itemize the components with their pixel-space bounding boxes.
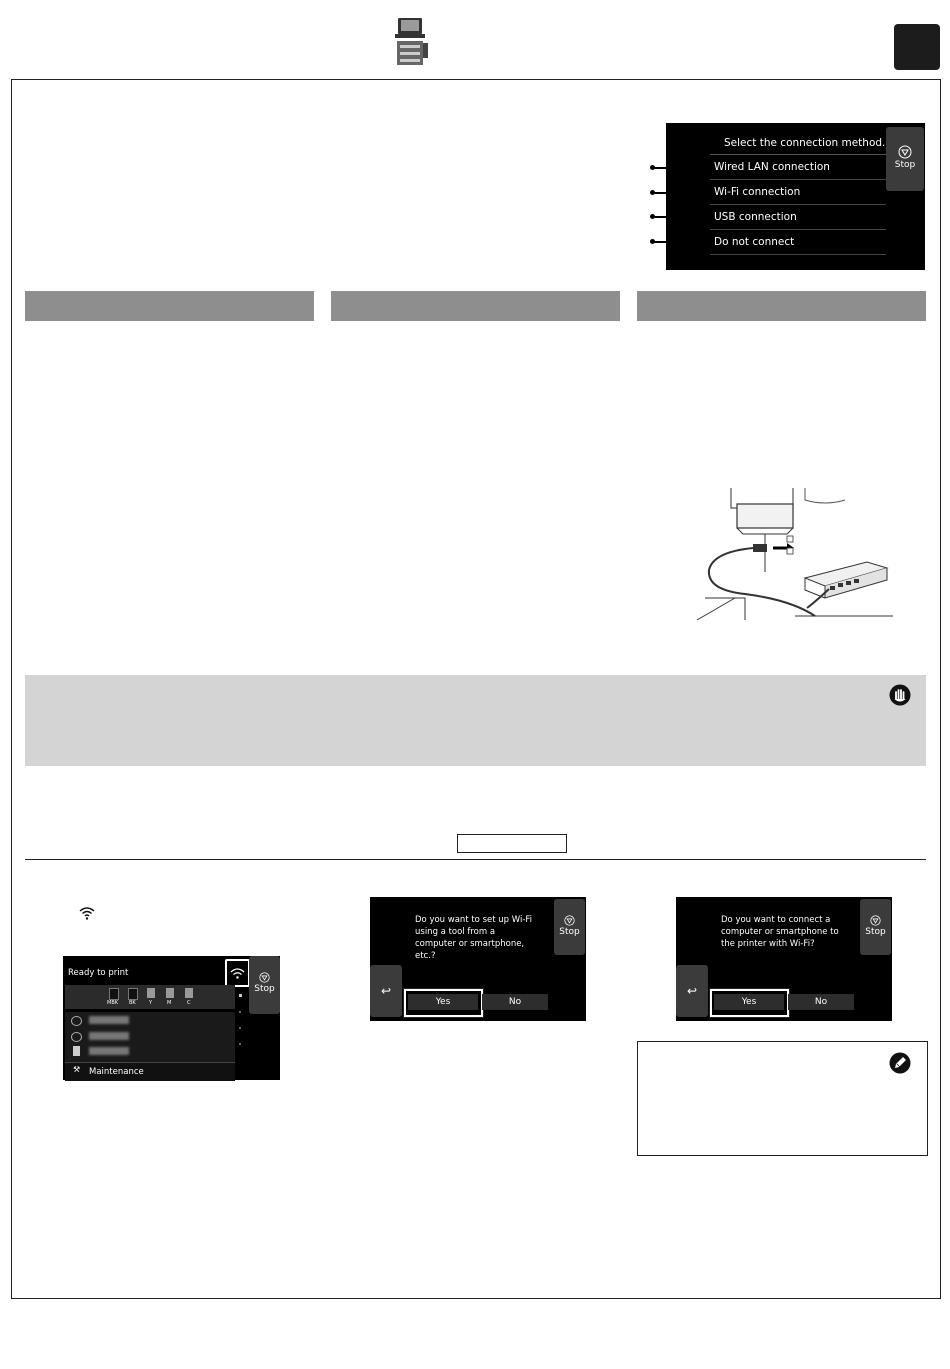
stop-icon <box>870 915 881 926</box>
no-button[interactable]: No <box>788 994 854 1010</box>
ink-label-c: C <box>187 1000 191 1006</box>
connection-panel-title: Select the connection method. <box>724 137 886 149</box>
notice-box <box>25 675 926 766</box>
maintenance-item[interactable] <box>65 1062 235 1081</box>
caution-hand-icon <box>889 684 911 706</box>
lan-cable-illustration <box>695 486 895 622</box>
option-usb[interactable]: USB connection <box>710 205 886 230</box>
ink-level-area <box>65 985 235 1009</box>
ink-label-bk: BK <box>129 1000 136 1006</box>
stop-button[interactable] <box>860 899 891 955</box>
stop-label: Stop <box>559 927 580 937</box>
leader-line-wifi <box>652 192 708 194</box>
section-tab-marker <box>894 24 940 70</box>
back-icon: ↩ <box>686 984 698 998</box>
section-divider <box>25 859 926 860</box>
stop-label: Stop <box>865 927 886 937</box>
roll-paper-icon <box>71 1016 82 1026</box>
ink-label-y: Y <box>149 1000 153 1006</box>
option-wired-lan[interactable]: Wired LAN connection <box>710 155 886 180</box>
note-box <box>637 1041 928 1156</box>
yes-button[interactable]: Yes <box>714 994 784 1010</box>
ink-m <box>166 988 174 998</box>
back-button[interactable] <box>676 965 708 1017</box>
stop-icon <box>259 972 270 983</box>
status-text: Ready to print <box>68 968 129 978</box>
computer-printer-icon <box>393 17 429 67</box>
scroll-indicator[interactable] <box>239 990 243 1072</box>
connection-method-panel <box>666 123 925 270</box>
label-box <box>457 834 567 853</box>
ink-label-mbk: MBK <box>107 1000 119 1006</box>
home-screen-panel <box>63 956 280 1080</box>
wifi-tool-dialog <box>370 897 586 1021</box>
back-icon: ↩ <box>380 984 392 998</box>
roll-paper-icon <box>71 1032 82 1042</box>
wifi-status-icon <box>227 961 248 985</box>
stop-button[interactable] <box>886 127 924 191</box>
yes-button[interactable]: Yes <box>408 994 478 1010</box>
ink-y <box>147 988 155 998</box>
leader-line-usb <box>652 216 708 218</box>
stop-icon <box>564 915 575 926</box>
section-header-3 <box>637 291 926 321</box>
ink-bk <box>128 988 138 1000</box>
ink-label-m: M <box>167 1000 172 1006</box>
no-button[interactable]: No <box>482 994 548 1010</box>
paper-list <box>65 1012 235 1062</box>
maintenance-label: Maintenance <box>89 1067 144 1077</box>
wifi-connect-dialog <box>676 897 892 1021</box>
section-header-2 <box>331 291 620 321</box>
leader-line-wired <box>652 167 708 169</box>
ink-mbk <box>109 988 119 1000</box>
section-header-1 <box>25 291 314 321</box>
stop-button[interactable] <box>249 956 280 1014</box>
maintenance-icon: ⚒ <box>73 1065 81 1074</box>
stop-label: Stop <box>254 984 275 994</box>
option-wifi[interactable]: Wi-Fi connection <box>710 180 886 205</box>
stop-button[interactable] <box>554 899 585 955</box>
wifi-status-button[interactable] <box>225 959 250 987</box>
wifi-icon <box>79 906 95 920</box>
paper-name-blurred <box>89 1016 129 1024</box>
paper-name-blurred <box>89 1047 129 1055</box>
dialog-question: Do you want to connect a computer or smartphone to the printer with Wi-Fi? <box>721 915 839 949</box>
dialog-question: Do you want to set up Wi-Fi using a tool from a computer or smartphone, etc.? <box>415 915 533 961</box>
ink-c <box>185 988 193 998</box>
paper-name-blurred <box>89 1032 129 1040</box>
stop-icon <box>898 145 912 159</box>
leader-line-none <box>652 241 708 243</box>
back-button[interactable] <box>370 965 402 1017</box>
option-do-not-connect[interactable]: Do not connect <box>710 230 886 255</box>
note-pencil-icon <box>889 1052 911 1074</box>
sheet-paper-icon <box>73 1046 80 1056</box>
stop-label: Stop <box>894 160 916 170</box>
